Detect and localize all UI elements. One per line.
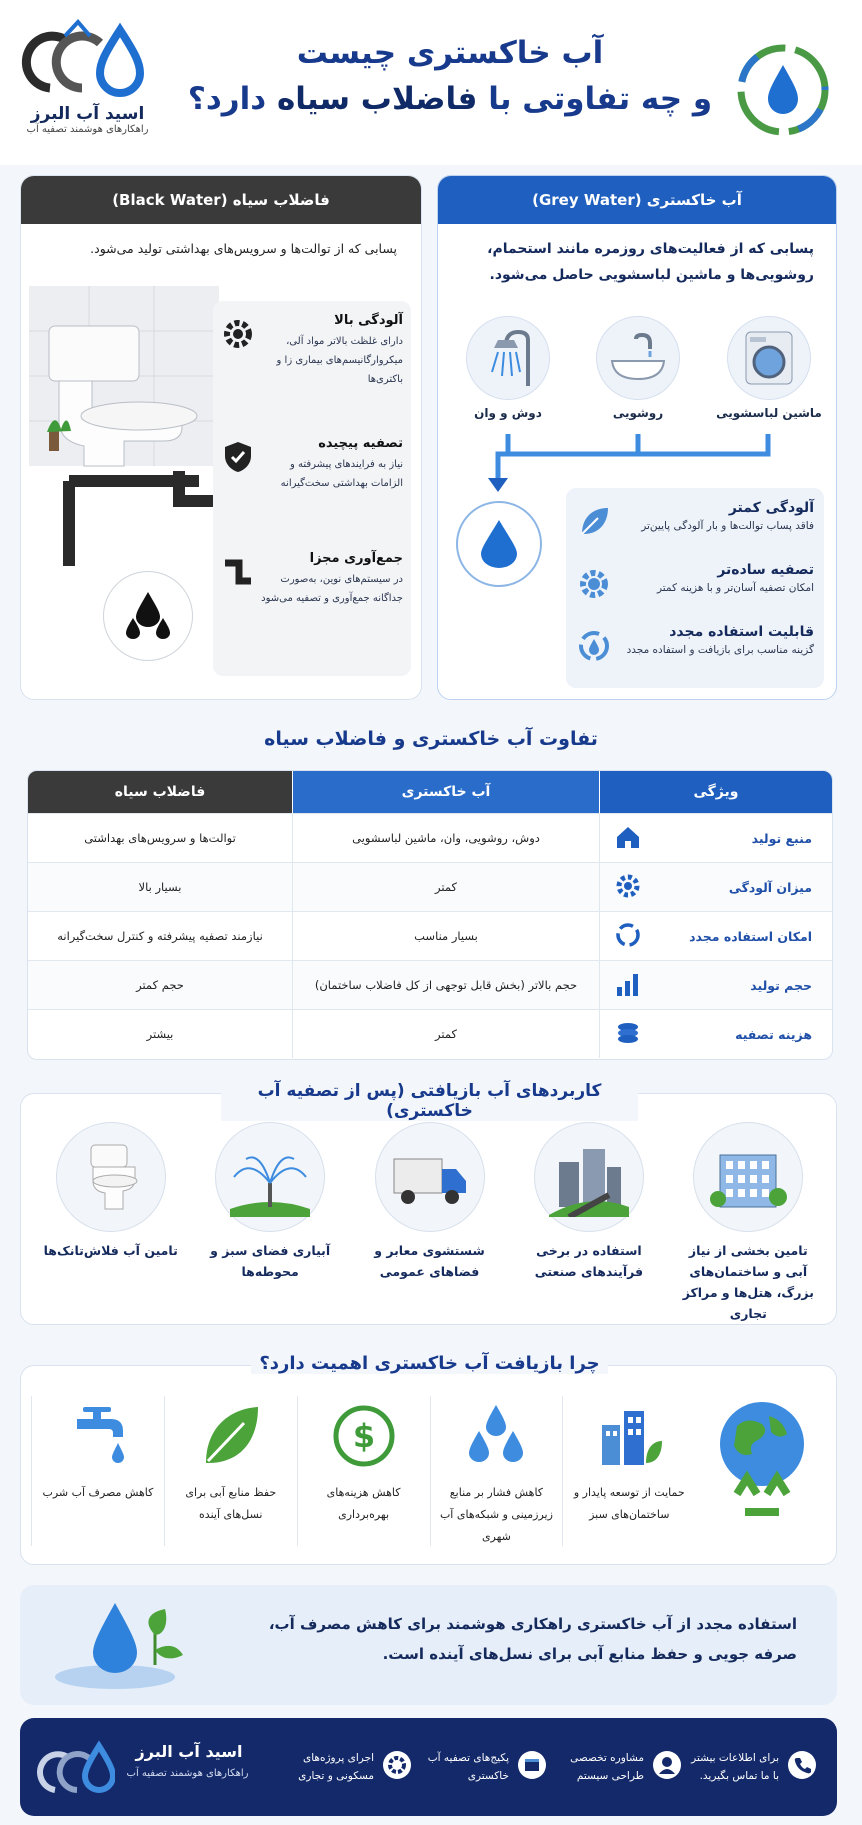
globe-recycle-icon [695, 1396, 828, 1530]
faucet-drop-icon [32, 1396, 164, 1476]
table-cell-grey: دوش، روشویی، وان، ماشین لباسشویی [292, 814, 600, 862]
footer [20, 1718, 837, 1816]
water-drops-icon [431, 1396, 563, 1476]
black-feature-1 [221, 436, 403, 493]
grey-features-box [566, 488, 824, 688]
table-cell-feature [600, 1010, 832, 1058]
footer-item-label: مشاوره تخصصی طراحی سیستم [570, 1752, 644, 1782]
col-header-feature: ویژگی [600, 771, 832, 813]
use-item [669, 1122, 828, 1324]
use-item-label: استفاده در برخی فرآیندهای صنعتی [534, 1243, 644, 1279]
table-cell-black: بسیار بالا [138, 880, 182, 894]
table-row [28, 960, 832, 1009]
title-emphasis: فاضلاب سیاه [276, 81, 478, 117]
grey-feature-title-1: تصفیه ساده‌تر [717, 562, 814, 578]
table-cell-grey: بسیار مناسب [292, 912, 600, 960]
coins-icon [614, 1019, 642, 1050]
grey-feature-1 [576, 562, 814, 618]
table-cell-feature [600, 814, 832, 862]
title-line-1: آب خاکستری چیست [296, 35, 604, 71]
home-icon [614, 823, 642, 854]
table-cell-black: توالت‌ها و سرویس‌های بهداشتی [84, 831, 236, 845]
bar-chart-icon [614, 970, 642, 1001]
footer-brand-tagline: راهکارهای هوشمند تصفیه آب [126, 1768, 249, 1779]
col-header-black: فاضلاب سیاه [28, 771, 292, 813]
table-cell-grey: حجم بالاتر (بخش قابل توجهی از کل فاضلاب ساختمان) [292, 961, 600, 1009]
why-title: چرا بازیافت آب خاکستری اهمیت دارد؟ [251, 1353, 608, 1374]
compare-title: تفاوت آب خاکستری و فاضلاب سیاه [264, 728, 598, 750]
why-section [20, 1353, 837, 1565]
use-item-label: تامین بخشی از نیاز آبی و ساختمان‌های بزرگ، هتل‌ها و مراکز تجاری [682, 1243, 814, 1321]
table-row [28, 1009, 832, 1058]
water-drop-icon [456, 501, 542, 587]
phone-icon [787, 1750, 817, 1784]
green-buildings-icon [563, 1396, 695, 1476]
black-feature-title-0: آلودگی بالا [334, 313, 403, 328]
table-row [28, 813, 832, 862]
svg-text:$: $ [352, 1417, 375, 1455]
table-cell-feature [600, 863, 832, 911]
grey-feature-2 [576, 624, 814, 680]
table-row [28, 911, 832, 960]
source-label-2: دوش و وان [474, 406, 542, 420]
why-items [31, 1396, 828, 1561]
table-cell-grey: کمتر [292, 1010, 600, 1058]
feature-label: امکان استفاده مجدد [689, 928, 812, 944]
table-row [28, 862, 832, 911]
black-feature-2 [221, 551, 403, 608]
pipe-icon [221, 555, 255, 589]
title-line-2-post: دارد؟ [187, 81, 277, 117]
brand-tagline: راهکارهای هوشمند تصفیه آب [26, 124, 149, 135]
footer-item[interactable] [277, 1740, 412, 1794]
grey-water-card [437, 175, 837, 700]
feature-label: حجم تولید [750, 977, 812, 993]
recycle-water-icon [728, 35, 838, 145]
footer-item[interactable] [682, 1740, 817, 1794]
footer-item[interactable] [412, 1740, 547, 1794]
grey-feature-text-0: فاقد پساب توالت‌ها و بار آلودگی پایین‌تر [641, 520, 814, 532]
table-cell-grey: کمتر [292, 863, 600, 911]
table-cell-black: حجم کمتر [136, 978, 184, 992]
dollar-coin-icon [298, 1396, 430, 1476]
grey-water-header: آب خاکستری (Grey Water) [438, 176, 836, 224]
why-item-label: کاهش فشار بر منابع زیرزمینی و شبکه‌های آب شهری [439, 1486, 553, 1543]
why-item [430, 1396, 563, 1546]
why-item [164, 1396, 297, 1546]
compare-header-row [28, 771, 832, 813]
feature-label: هزینه تصفیه [735, 1026, 812, 1042]
buildings-icon [693, 1122, 803, 1232]
grey-feature-title-2: قابلیت استفاده مجدد [669, 624, 814, 640]
sprinkler-lawn-icon [215, 1122, 325, 1232]
brand-name: اسید آب البرز [30, 104, 145, 124]
closing-banner [20, 1585, 837, 1705]
grey-sources [438, 316, 838, 436]
compare-table [27, 770, 833, 1060]
package-icon [517, 1750, 547, 1784]
footer-items [277, 1718, 817, 1816]
black-drops-icon [103, 571, 193, 661]
footer-item[interactable] [547, 1740, 682, 1794]
closing-text: استفاده مجدد از آب خاکستری راهکاری هوشمند برای کاهش مصرف آب، صرفه جویی و حفظ منابع آبی برای نسل‌های آینده است. [268, 1615, 797, 1663]
black-feature-0 [221, 313, 403, 389]
use-item-label: شستشوی معابر و فضاهای عمومی [374, 1243, 485, 1279]
page-title [170, 30, 730, 122]
table-cell-black: بیشتر [146, 1027, 174, 1041]
source-basin [583, 316, 693, 420]
basin-faucet-icon [596, 316, 680, 400]
table-cell-black: نیازمند تصفیه پیشرفته و کنترل سخت‌گیرانه [57, 929, 263, 943]
brand-logo [20, 18, 155, 148]
source-label-0: ماشین لباسشویی [716, 406, 822, 420]
street-cleaning-truck-icon [375, 1122, 485, 1232]
toilet-illustration [29, 286, 219, 566]
pipe-network [438, 434, 838, 494]
black-feature-text-0: دارای غلظت بالاتر مواد آلی، میکروارگانیسم‌های بیماری زا و باکتری‌ها [276, 336, 403, 385]
feature-label: میزان آلودگی [728, 879, 812, 895]
use-item-label: آبیاری فضای سبز و محوطه‌ها [210, 1243, 331, 1279]
black-feature-text-1: نیاز به فرایندهای پیشرفته و الزامات بهداشتی سخت‌گیرانه [280, 459, 403, 489]
shield-check-icon [221, 440, 255, 474]
uses-title: کاربردهای آب بازیافتی (پس از تصفیه آب خاکستری) [221, 1081, 638, 1121]
source-label-1: روشویی [612, 406, 664, 420]
why-item [297, 1396, 430, 1546]
table-cell-feature [600, 961, 832, 1009]
grey-feature-text-1: امکان تصفیه آسان‌تر و با هزینه کمتر [656, 582, 814, 594]
grey-feature-title-0: آلودگی کمتر [728, 500, 814, 516]
toilet-icon [56, 1122, 166, 1232]
col-header-grey: آب خاکستری [292, 771, 600, 813]
recycle-icon [576, 628, 612, 664]
why-item-label: حمایت از توسعه پایدار و ساختمان‌های سبز [573, 1486, 685, 1521]
use-item [509, 1122, 668, 1282]
project-icon [382, 1750, 412, 1784]
footer-item-label: برای اطلاعات بیشتر با ما تماس بگیرید. [691, 1752, 779, 1782]
shower-icon [466, 316, 550, 400]
use-item [350, 1122, 509, 1282]
black-feature-title-1: تصفیه پیچیده [318, 436, 403, 451]
title-line-2 [170, 76, 730, 122]
why-item [562, 1396, 695, 1546]
uses-items [31, 1122, 828, 1322]
header [0, 0, 862, 165]
compare-rows [28, 813, 832, 1058]
uses-section [20, 1081, 837, 1325]
leaf-icon [165, 1396, 297, 1476]
grey-water-desc: پسابی که از فعالیت‌های روزمره مانند استحمام، روشویی‌ها و ماشین لباسشویی حاصل می‌شود. [487, 241, 814, 283]
use-item [31, 1122, 190, 1261]
biohazard-gear-icon [221, 317, 255, 351]
footer-item-label: اجرای پروژه‌های مسکونی و تجاری [298, 1752, 374, 1782]
footer-brand-name: اسید آب البرز [135, 1742, 243, 1761]
washing-machine-icon [727, 316, 811, 400]
footer-item-label: پکیج‌های تصفیه آب خاکستری [427, 1752, 509, 1782]
black-water-header: فاضلاب سیاه (Black Water) [21, 176, 421, 224]
feature-label: منبع تولید [751, 830, 812, 846]
why-item-label: کاهش هزینه‌های بهره‌برداری [326, 1486, 401, 1521]
pollution-gear-icon [614, 872, 642, 903]
why-item [31, 1396, 164, 1546]
use-item [190, 1122, 349, 1282]
grey-feature-text-2: گزینه مناسب برای بازیافت و استفاده مجدد [626, 644, 814, 656]
black-feature-text-2: در سیستم‌های نوین، به‌صورت جداگانه جمع‌آوری و تصفیه می‌شود [261, 574, 403, 604]
footer-brand [35, 1732, 255, 1802]
grey-feature-0 [576, 500, 814, 556]
black-features-box [213, 301, 411, 676]
industrial-city-icon [534, 1122, 644, 1232]
footer-logo-icon [35, 1738, 115, 1798]
recycle-icon [614, 921, 642, 952]
gear-icon [576, 566, 612, 602]
why-item-label: کاهش مصرف آب شرب [42, 1486, 154, 1499]
black-water-card [20, 175, 422, 700]
title-line-2-pre: و چه تفاوتی با [477, 81, 713, 117]
table-cell-feature [600, 912, 832, 960]
source-shower [453, 316, 563, 420]
black-feature-title-2: جمع‌آوری مجزا [309, 551, 403, 566]
use-item-label: تامین آب فلاش‌تانک‌ها [43, 1243, 178, 1258]
leaf-icon [576, 504, 612, 540]
logo-mark-icon [20, 18, 155, 98]
drop-splash-icon [45, 1595, 205, 1695]
source-washing-machine [714, 316, 824, 420]
black-water-desc: پسابی که از توالت‌ها و سرویس‌های بهداشتی تولید می‌شود. [90, 241, 397, 256]
why-item-label: حفظ منابع آبی برای نسل‌های آینده [185, 1486, 277, 1521]
consulting-icon [652, 1750, 682, 1784]
